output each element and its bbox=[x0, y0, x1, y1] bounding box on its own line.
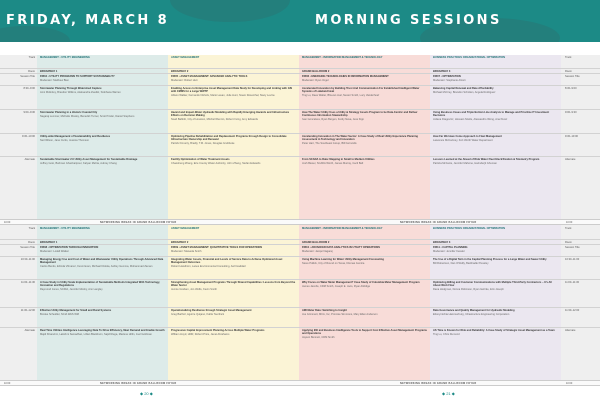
track-row bbox=[0, 55, 600, 68]
page-number-right: ◆ 21 ◆ bbox=[442, 391, 455, 396]
presentation-title: Effective Utility Management for Small and Rural Systems bbox=[40, 309, 112, 312]
break-text-right: NETWORKING BREAK IN GRAND BALLROOM FOYER bbox=[400, 221, 477, 225]
track-name: MANAGEMENT • INFORMATION MANAGEMENT & TECHNOLOGY bbox=[302, 56, 383, 59]
track-name: BUSINESS PRACTICES ORGANIZATIONAL OPTIMIZATION bbox=[433, 56, 506, 59]
presentation-cell bbox=[37, 280, 168, 293]
page-number-left: ◆ 20 ◆ bbox=[140, 391, 153, 396]
presentation-title: Operationalizing Resilience through Strategic Asset Management bbox=[171, 309, 252, 312]
presenters: Allison Walker, Fernando Nichols, Mario Lavan, Julie Hunt, Noam Rosenthal, Stacy Levine bbox=[171, 94, 275, 98]
session-heading bbox=[37, 74, 168, 83]
presentation-cell bbox=[430, 280, 561, 293]
break-text-left: NETWORKING BREAK IN GRAND BALLROOM FOYER bbox=[100, 382, 177, 386]
time-slot-row bbox=[0, 256, 600, 279]
presenters: Carlos Benito, Erlinda Vilmarez, Kevin Evan, Michael Diolola, Ashley Gemma, Mohammad Zaman bbox=[40, 265, 153, 269]
session-code-title: FRI10 • ADVANCED DATA ANALYTICS IN UTILITY OPERATIONS bbox=[302, 246, 380, 249]
header-decor bbox=[0, 26, 70, 42]
session-code-title: FRI05 • ASSET MANAGEMENT: ADVANCED ANALYTIC TOOLS bbox=[171, 75, 248, 78]
session-moderator: Moderator: Jacqui Nagaraj bbox=[302, 250, 333, 254]
time-slot-row bbox=[0, 307, 600, 327]
track-label: Track bbox=[28, 227, 35, 230]
room-name: GRAND BALLROOM 2 bbox=[302, 241, 330, 244]
session-code-title: FRI08 • OPTIMIZATION THROUGH INNOVATION bbox=[40, 246, 99, 249]
track-name: ASSET MANAGEMENT bbox=[171, 56, 200, 59]
presentation-cell bbox=[299, 328, 430, 341]
presentation-cell bbox=[37, 328, 168, 337]
presentation-title: Accelerated Innovation by Building Trust And Communication For Established Intelligent Water Systems of Lakeland Heat bbox=[302, 87, 420, 94]
presentation-cell bbox=[430, 308, 561, 317]
session-code-title: FRI06 • EMERGING TECHNOLOGIES IN INFORMATION MANAGEMENT bbox=[302, 75, 389, 78]
track-name: MANAGEMENT • INFORMATION MANAGEMENT & TECHNOLOGY bbox=[302, 227, 383, 230]
break-time-right: 10:00 bbox=[566, 221, 573, 225]
presentation-title: Using Machine Learning for Water Utility Management Forecasting bbox=[302, 258, 384, 261]
presentation-cell bbox=[299, 134, 430, 147]
session-moderator: Moderator: Matthew Bien bbox=[40, 79, 69, 83]
presenters: Raymond Jones, SCDIA, Jennifer Mosby, Ann Langley bbox=[40, 288, 103, 292]
session-moderator: Moderator: Stephanie Alcorn bbox=[433, 79, 466, 83]
presentation-cell bbox=[37, 308, 168, 317]
sessions-title: MORNING SESSIONS bbox=[315, 13, 502, 28]
room-label: Room bbox=[565, 70, 572, 73]
room-name: BROADWAY 1 bbox=[40, 70, 58, 73]
time-slot-label: 9:00–9:30 bbox=[23, 111, 35, 114]
time-slot-label: 9:00–9:30 bbox=[565, 111, 577, 114]
presentation-title: Why Focus on Water Meter Management? Case Study of Columbia Meter Management Program bbox=[302, 281, 420, 284]
time-slot-label: Alternate bbox=[24, 329, 35, 332]
presentation-cell bbox=[299, 86, 430, 99]
session-heading bbox=[168, 245, 299, 254]
room-label: Room bbox=[28, 70, 35, 73]
session-title-label: Session Title bbox=[20, 75, 35, 78]
track-row bbox=[0, 226, 600, 239]
presentation-title: Optimizing Pipeline Rehabilitation and Replacement Programs through Design to Consolidate Infrastructure Ownership and Renewal bbox=[171, 135, 287, 142]
room-name: BROADWAY 3 bbox=[433, 241, 451, 244]
presentation-cell bbox=[430, 110, 561, 123]
day-title: FRIDAY, MARCH 8 bbox=[6, 13, 170, 28]
presentation-title: Accelerating Innovation in The Water Sector: A Case Study of Real Utility Experience Planning Assessment in Technology and Innovation bbox=[302, 135, 419, 142]
presentation-cell bbox=[37, 257, 168, 270]
presentation-cell bbox=[299, 257, 430, 266]
presenters: Lawrence McCartney, Fort Worth Water Department bbox=[433, 139, 493, 143]
time-slot-row bbox=[0, 156, 600, 177]
presentation-title: Real Time Utilities Intelligence Leveraging Data To Drive Efficiency, Meet Demand and Enable Growth bbox=[40, 329, 165, 332]
presenters: Dana Hodgman, Donna Robinson, Ryan Gehrke, Erin Joseph bbox=[433, 288, 504, 292]
presenters: Bill Robertson, Dan O'Reilly, Barkhadle Pressley bbox=[433, 262, 489, 266]
time-slot-label: 8:30–9:00 bbox=[565, 87, 577, 90]
presenters: Patricia McGuire, Jennifer Mahone, Harinderjit Ghuman bbox=[433, 162, 497, 166]
presenters: Chaosheng Zhang, Erie County Water Authority, John Zhang, Stefan Edwards bbox=[171, 162, 261, 166]
session-moderator: Moderator: Jennifer Kessler bbox=[433, 250, 465, 254]
session-moderator: Moderator: Lodell Walker bbox=[40, 250, 69, 254]
presentation-cell bbox=[37, 157, 168, 166]
presentation-title: A Case Study in Utility Scale Implementation of Sustainable Methods Integrated With Technology, Innovation and Regulations bbox=[40, 281, 160, 288]
presentation-cell bbox=[299, 110, 430, 123]
room-name: BROADWAY 2 bbox=[171, 70, 189, 73]
presentation-title: How The Water Utility Uses a Utility & Strategy Assets Program to be Data-Centric and Deliver Continuous Information Stewardship bbox=[302, 111, 418, 118]
header-decor bbox=[170, 0, 290, 22]
presenters: James Jacobs, CDM Smith, Joseph E. Jaco, Ryan Aldridge bbox=[302, 285, 371, 289]
break-text-right: NETWORKING BREAK IN GRAND BALLROOM FOYER bbox=[400, 382, 477, 386]
room-name: BROADWAY 2 bbox=[171, 241, 189, 244]
track-name: MANAGEMENT • UTILITY ENGINEERING bbox=[40, 56, 90, 59]
time-slot-label: 9:30–10:00 bbox=[22, 135, 35, 138]
presentation-cell bbox=[430, 157, 561, 166]
presentation-cell bbox=[168, 110, 299, 123]
presentation-cell bbox=[168, 328, 299, 337]
presenters: Ivan Goncalves, Ryan Bergen, Ferdy Nava, Jess Kipp bbox=[302, 118, 364, 122]
networking-break-bar bbox=[0, 380, 600, 386]
presenters: Anni Mckinley, Brandon Wilkins, Aleksandra Zweifel, Siobhana Warren bbox=[40, 91, 121, 95]
session-heading bbox=[299, 74, 430, 83]
track-label: Track bbox=[565, 227, 572, 230]
presentation-title: AMI Meter Data: Switching to Insight bbox=[302, 309, 347, 312]
room-name: BROADWAY 1 bbox=[40, 241, 58, 244]
time-slot-row bbox=[0, 109, 600, 133]
time-slot-label: 11:00–11:30 bbox=[565, 281, 580, 284]
presentation-cell bbox=[430, 257, 561, 266]
presentation-cell bbox=[299, 157, 430, 166]
time-slot-label: 11:00–11:30 bbox=[20, 281, 35, 284]
presentation-cell bbox=[430, 134, 561, 143]
session-code-title: FRI09 • ASSET MANAGEMENT: QUANTITATIVE TOOLS FOR OPERATIONS bbox=[171, 246, 263, 249]
presentation-title: Sustainable Stormwater 2.0 Utility Asset Management for Sustainable Drainage bbox=[40, 158, 138, 161]
presentation-title: Stormwater Planning in a Historic Coastal City bbox=[40, 111, 98, 114]
time-slot-label: Alternate bbox=[565, 329, 576, 332]
track-name: ASSET MANAGEMENT bbox=[171, 227, 200, 230]
presentation-title: Lessons Learned at the Ahead of Ride Water Fleet Electrification & Telemetry Program bbox=[433, 158, 540, 161]
presenters: Neil Wilson, Jane Curtis, Jessica Thomson bbox=[40, 139, 90, 143]
presentation-title: Using Business Cases and Triple Bottom Line Analysis to Manage and Prioritize IT Investment Decisions bbox=[433, 111, 550, 118]
presentation-cell bbox=[430, 328, 561, 337]
presentation-title: Balancing Capital Renewal and Rate Affordability bbox=[433, 87, 494, 90]
session-moderator: Moderator: Robert Hutt bbox=[171, 79, 198, 83]
track-label: Track bbox=[565, 56, 572, 59]
presentation-cell bbox=[168, 134, 299, 147]
presenters: Peter Hart, The Southeast Group, Bill Ferrandis bbox=[302, 142, 357, 146]
session-code-title: FRI11 • CAPITAL PLANNING bbox=[433, 246, 468, 249]
presentation-title: Managing Energy Use and Cost of Water and Wastewater Utility Operations Through Advanced Data Management bbox=[40, 258, 164, 265]
time-slot-label: 8:30–9:00 bbox=[23, 87, 35, 90]
presenters: Joe Grimmett, MCA, Inc, Promise Simmons, Mary Ellen Anderson bbox=[302, 313, 378, 317]
room-name: GRAND BALLROOM 2 bbox=[302, 70, 330, 73]
session-code-title: FRI07 • OPTIMIZATION bbox=[433, 75, 461, 78]
session-title-label: Session Title bbox=[565, 75, 580, 78]
presentation-title: Applying ESI and Business Intelligence Tools to Support Cost Effective Asset Management Programs and Operations bbox=[302, 329, 427, 336]
presenters: Nagaraj Lemmer, Michelle Mosley, Benedict Turner, Scott Pinder, Daniel Stephens bbox=[40, 115, 135, 119]
break-time-left: 10:00 bbox=[4, 382, 11, 386]
time-slot-label: 10:30–11:00 bbox=[20, 258, 35, 261]
room-label: Room bbox=[565, 241, 572, 244]
presentation-title: Stormwater Planning Through Watershed Capture bbox=[40, 87, 102, 90]
networking-break-bar bbox=[0, 219, 600, 225]
time-slot-label: 11:30–12:00 bbox=[565, 309, 580, 312]
time-slot-label: Alternate bbox=[24, 158, 35, 161]
session-title-row bbox=[0, 244, 600, 256]
room-name: BROADWAY 3 bbox=[433, 70, 451, 73]
page-header bbox=[0, 0, 600, 42]
presentation-title: Hazard and Impact-Water Hydraulic Modeling with Rapidly Emerging Hazards and Infrastructure Effects on Decision Making bbox=[171, 111, 290, 118]
presentation-title: Enabling Access to Enterprise Asset Management Data Study for Developing and Linking with GIS with CMMS for a Large WWTP bbox=[171, 87, 293, 94]
presenters: Ting Lu, Dave Walter, Bhuvan Joel, Nestor Smith, Lucy Vanderhoef bbox=[302, 94, 380, 98]
presentation-title: Facility Optimization of Water Treatment Assets bbox=[171, 158, 230, 161]
time-slot-row bbox=[0, 279, 600, 307]
presenters: Jennie Graham, Jon Wolfe, Kevin Smith bbox=[171, 288, 217, 292]
presentation-cell bbox=[37, 86, 168, 95]
presenters: Steve Pollick, City of Round on Texas, Dismas Gumira bbox=[302, 262, 365, 266]
presentation-title: The Use of a Digital Twin in the Capital Planning Process for a Large Water and Sewer Utility bbox=[433, 258, 547, 261]
track-label: Track bbox=[28, 56, 35, 59]
presentation-cell bbox=[168, 157, 299, 166]
presenters: Majid Kharazmi, Lakshmi Samadhan, Lillian Blackburn, Sajid Riega, Marlene Hillin, Joel Goldman bbox=[40, 333, 152, 337]
presentation-cell bbox=[299, 280, 430, 289]
time-slot-label: Alternate bbox=[565, 158, 576, 161]
session-heading bbox=[430, 245, 561, 254]
presentation-cell bbox=[168, 280, 299, 293]
track-name: BUSINESS PRACTICES ORGANIZATIONAL OPTIMIZATION bbox=[433, 227, 506, 230]
session-heading bbox=[430, 74, 561, 83]
break-time-left: 10:00 bbox=[4, 221, 11, 225]
session-title-row bbox=[0, 73, 600, 85]
presentation-title: How Far We Have Come Approach to Fleet Management bbox=[433, 135, 502, 138]
presenters: Robert Hawthorn, Lanes Environmental Consulting, Avril Haddad bbox=[171, 265, 246, 269]
presenters: Ebonymichia Hammerburg, Infrastructure Engineering Corporation bbox=[433, 313, 510, 317]
presenters: Michael McCrey, Brandon Scholten, Angela Rodriguez bbox=[433, 91, 496, 95]
presentation-cell bbox=[37, 134, 168, 143]
time-slot-row bbox=[0, 133, 600, 156]
presentation-title: AS Time is Known for Risk and Reliability: A Case Study of Strategic Asset Management as a Team bbox=[433, 329, 555, 332]
presentation-title: From SCADA to Data: Mapping in Small to Medium Utilities bbox=[302, 158, 375, 161]
session-heading bbox=[299, 245, 430, 254]
presentation-cell bbox=[430, 86, 561, 95]
presentation-cell bbox=[37, 110, 168, 119]
presenters: Brooke Scheidler, NCIA WAS WM bbox=[40, 313, 79, 317]
presentation-title: Integrating Water Assets, Financial and Levels of Service Data to Achieve Optimized Asset Management Outcomes bbox=[171, 258, 283, 265]
time-slot-row bbox=[0, 327, 600, 350]
room-label: Room bbox=[28, 241, 35, 244]
presenters: Juliana Dragovicz, Hossain Sirelle, Alessandro Wong, Ana Perez bbox=[433, 118, 508, 122]
presenters: Josh Bieser, SCADA Worth, James Murray, Cecil Bell bbox=[302, 162, 364, 166]
presenters: Jeffrey Goto, Bahman Ghanbaripour, Kalyan Mehta, Aubrey Chang bbox=[40, 162, 117, 166]
session-moderator: Moderator: Maweda Smith bbox=[171, 250, 202, 254]
session-heading bbox=[168, 74, 299, 83]
session-title-label: Session Title bbox=[565, 246, 580, 249]
track-name: MANAGEMENT • UTILITY ENGINEERING bbox=[40, 227, 90, 230]
presenters: William Lloyd, HDR, Robert Price, Janet Abrahams bbox=[171, 333, 230, 337]
presenters: Greg Barthol, Aguirre Quijano, Kahle Teerlinck bbox=[171, 313, 225, 317]
presenters: Ting Lu, Chris Dumond bbox=[433, 333, 460, 337]
session-code-title: FRI04 • UTILITY PROGRAMS TO SUPPORT SUSTAINABILITY bbox=[40, 75, 115, 78]
presentation-title: Strengthening Asset Management Programs Through Shared Capabilities: Lessons from Beyond the Water Sector bbox=[171, 281, 296, 288]
presentation-title: Data Governance and Quality Management for Hydraulic Modeling bbox=[433, 309, 515, 312]
time-slot-label: 11:30–12:00 bbox=[20, 309, 35, 312]
presentation-title: Utility-wide Management of Sustainability and Resilience bbox=[40, 135, 111, 138]
presenters: Patrick Finnerty, Bradly, T.M. Jones, Douglas Grubbeke bbox=[171, 142, 235, 146]
presentation-cell bbox=[168, 86, 299, 99]
presentation-title: Progressive Capital Improvement Planning Across Multiple Water Programs bbox=[171, 329, 265, 332]
presentation-cell bbox=[299, 308, 430, 317]
session-moderator: Moderator: Ryan Vogel bbox=[302, 79, 329, 83]
time-slot-label: 9:30–10:00 bbox=[565, 135, 578, 138]
presentation-cell bbox=[168, 257, 299, 270]
break-time-right: 10:00 bbox=[566, 382, 573, 386]
time-slot-row bbox=[0, 85, 600, 109]
session-heading bbox=[37, 245, 168, 254]
session-title-label: Session Title bbox=[20, 246, 35, 249]
presenters: Noah Babbitt, City of Houston, Mitchell Rennin, Robert Irving, Amy Edwards bbox=[171, 118, 258, 122]
presentation-title: Optimizing Billing and Customer Communications with Multiple Third-Party Contractors – It's All About Work Flow bbox=[433, 281, 552, 288]
presenters: Jayson Bennett, CDM Smith bbox=[302, 336, 335, 340]
time-slot-label: 10:30–11:00 bbox=[565, 258, 580, 261]
break-text-left: NETWORKING BREAK IN GRAND BALLROOM FOYER bbox=[100, 221, 177, 225]
presentation-cell bbox=[168, 308, 299, 317]
